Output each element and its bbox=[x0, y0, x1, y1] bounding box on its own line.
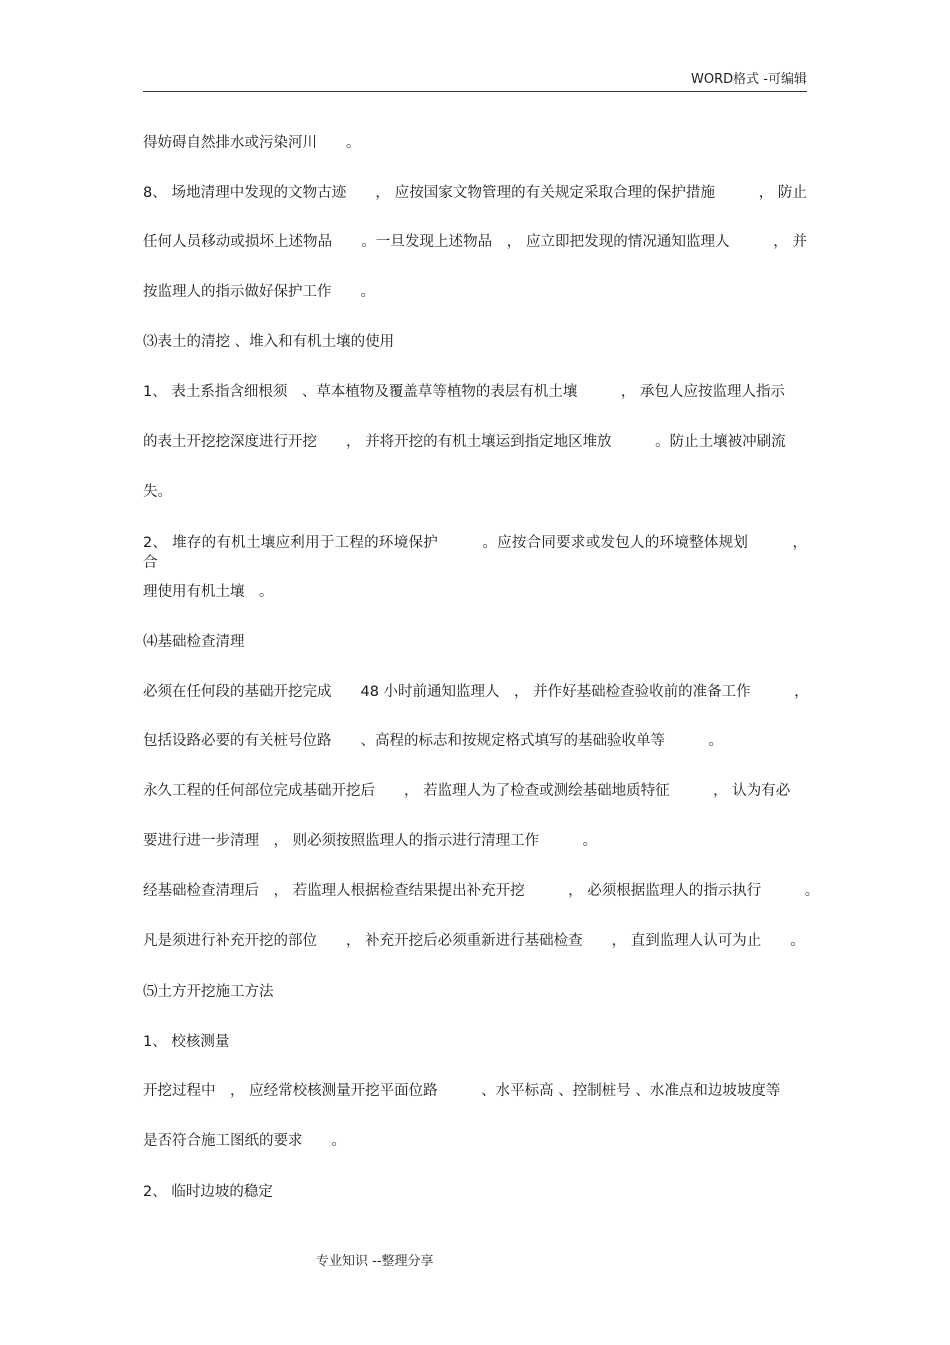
paragraph-line: 按监理人的指示做好保护工作 。 bbox=[143, 284, 375, 300]
page-header: WORD格式 -可编辑 bbox=[691, 72, 807, 87]
paragraph-line: 包括设路必要的有关桩号位路 、高程的标志和按规定格式填写的基础验收单等 。 bbox=[143, 733, 723, 749]
paragraph-line: 1、 表土系指含细根须 、草本植物及覆盖草等植物的表层有机土壤 ， 承包人应按监理人指示 bbox=[143, 384, 785, 400]
paragraph-line: 得妨碍自然排水或污染河川 。 bbox=[143, 135, 361, 151]
paragraph-line: 经基础检查清理后 ， 若监理人根据检查结果提出补充开挖 ， 必须根据监理人的指示执行 。 bbox=[143, 883, 820, 899]
paragraph-line: 是否符合施工图纸的要求 。 bbox=[143, 1133, 346, 1149]
section-heading: ⑶表土的清挖 、堆入和有机土壤的使用 bbox=[143, 334, 395, 350]
paragraph-line: 8、 场地清理中发现的文物古迹 ， 应按国家文物管理的有关规定采取合理的保护措施 ， 防止 bbox=[143, 185, 807, 201]
paragraph-line: 必须在任何段的基础开挖完成 48 小时前通知监理人 ， 并作好基础检查验收前的准备工作 ， bbox=[143, 684, 809, 700]
section-heading: ⑸土方开挖施工方法 bbox=[143, 984, 274, 1000]
paragraph-line: 的表土开挖挖深度进行开挖 ， 并将开挖的有机土壤运到指定地区堆放 。防止土壤被冲刷流 bbox=[143, 434, 786, 450]
paragraph-line: 凡是须进行补充开挖的部位 ， 补充开挖后必须重新进行基础检查 ， 直到监理人认可为止 。 bbox=[143, 933, 805, 949]
section-heading: ⑷基础检查清理 bbox=[143, 634, 245, 650]
paragraph-line: 开挖过程中 ， 应经常校核测量开挖平面位路 、水平标高 、控制桩号 、水准点和边坡坡度等 bbox=[143, 1083, 781, 1099]
paragraph-line: 2、 堆存的有机土壤应利用于工程的环境保护 。应按合同要求或发包人的环境整体规划 ， 合 bbox=[143, 535, 807, 571]
page-footer: 专业知识 --整理分享 bbox=[316, 1254, 434, 1269]
paragraph-line: 永久工程的任何部位完成基础开挖后 ， 若监理人为了检查或测绘基础地质特征 ， 认为有必 bbox=[143, 783, 791, 799]
subsection-heading: 2、 临时边坡的稳定 bbox=[143, 1184, 273, 1200]
paragraph-line: 理使用有机土壤 。 bbox=[143, 584, 274, 600]
paragraph-line: 任何人员移动或损坏上述物品 。一旦发现上述物品 ， 应立即把发现的情况通知监理人 ， 并 bbox=[143, 234, 807, 250]
subsection-heading: 1、 校核测量 bbox=[143, 1034, 230, 1050]
paragraph-line: 失。 bbox=[143, 484, 172, 500]
paragraph-line: 要进行进一步清理 ， 则必须按照监理人的指示进行清理工作 。 bbox=[143, 833, 598, 849]
header-divider bbox=[143, 91, 807, 92]
